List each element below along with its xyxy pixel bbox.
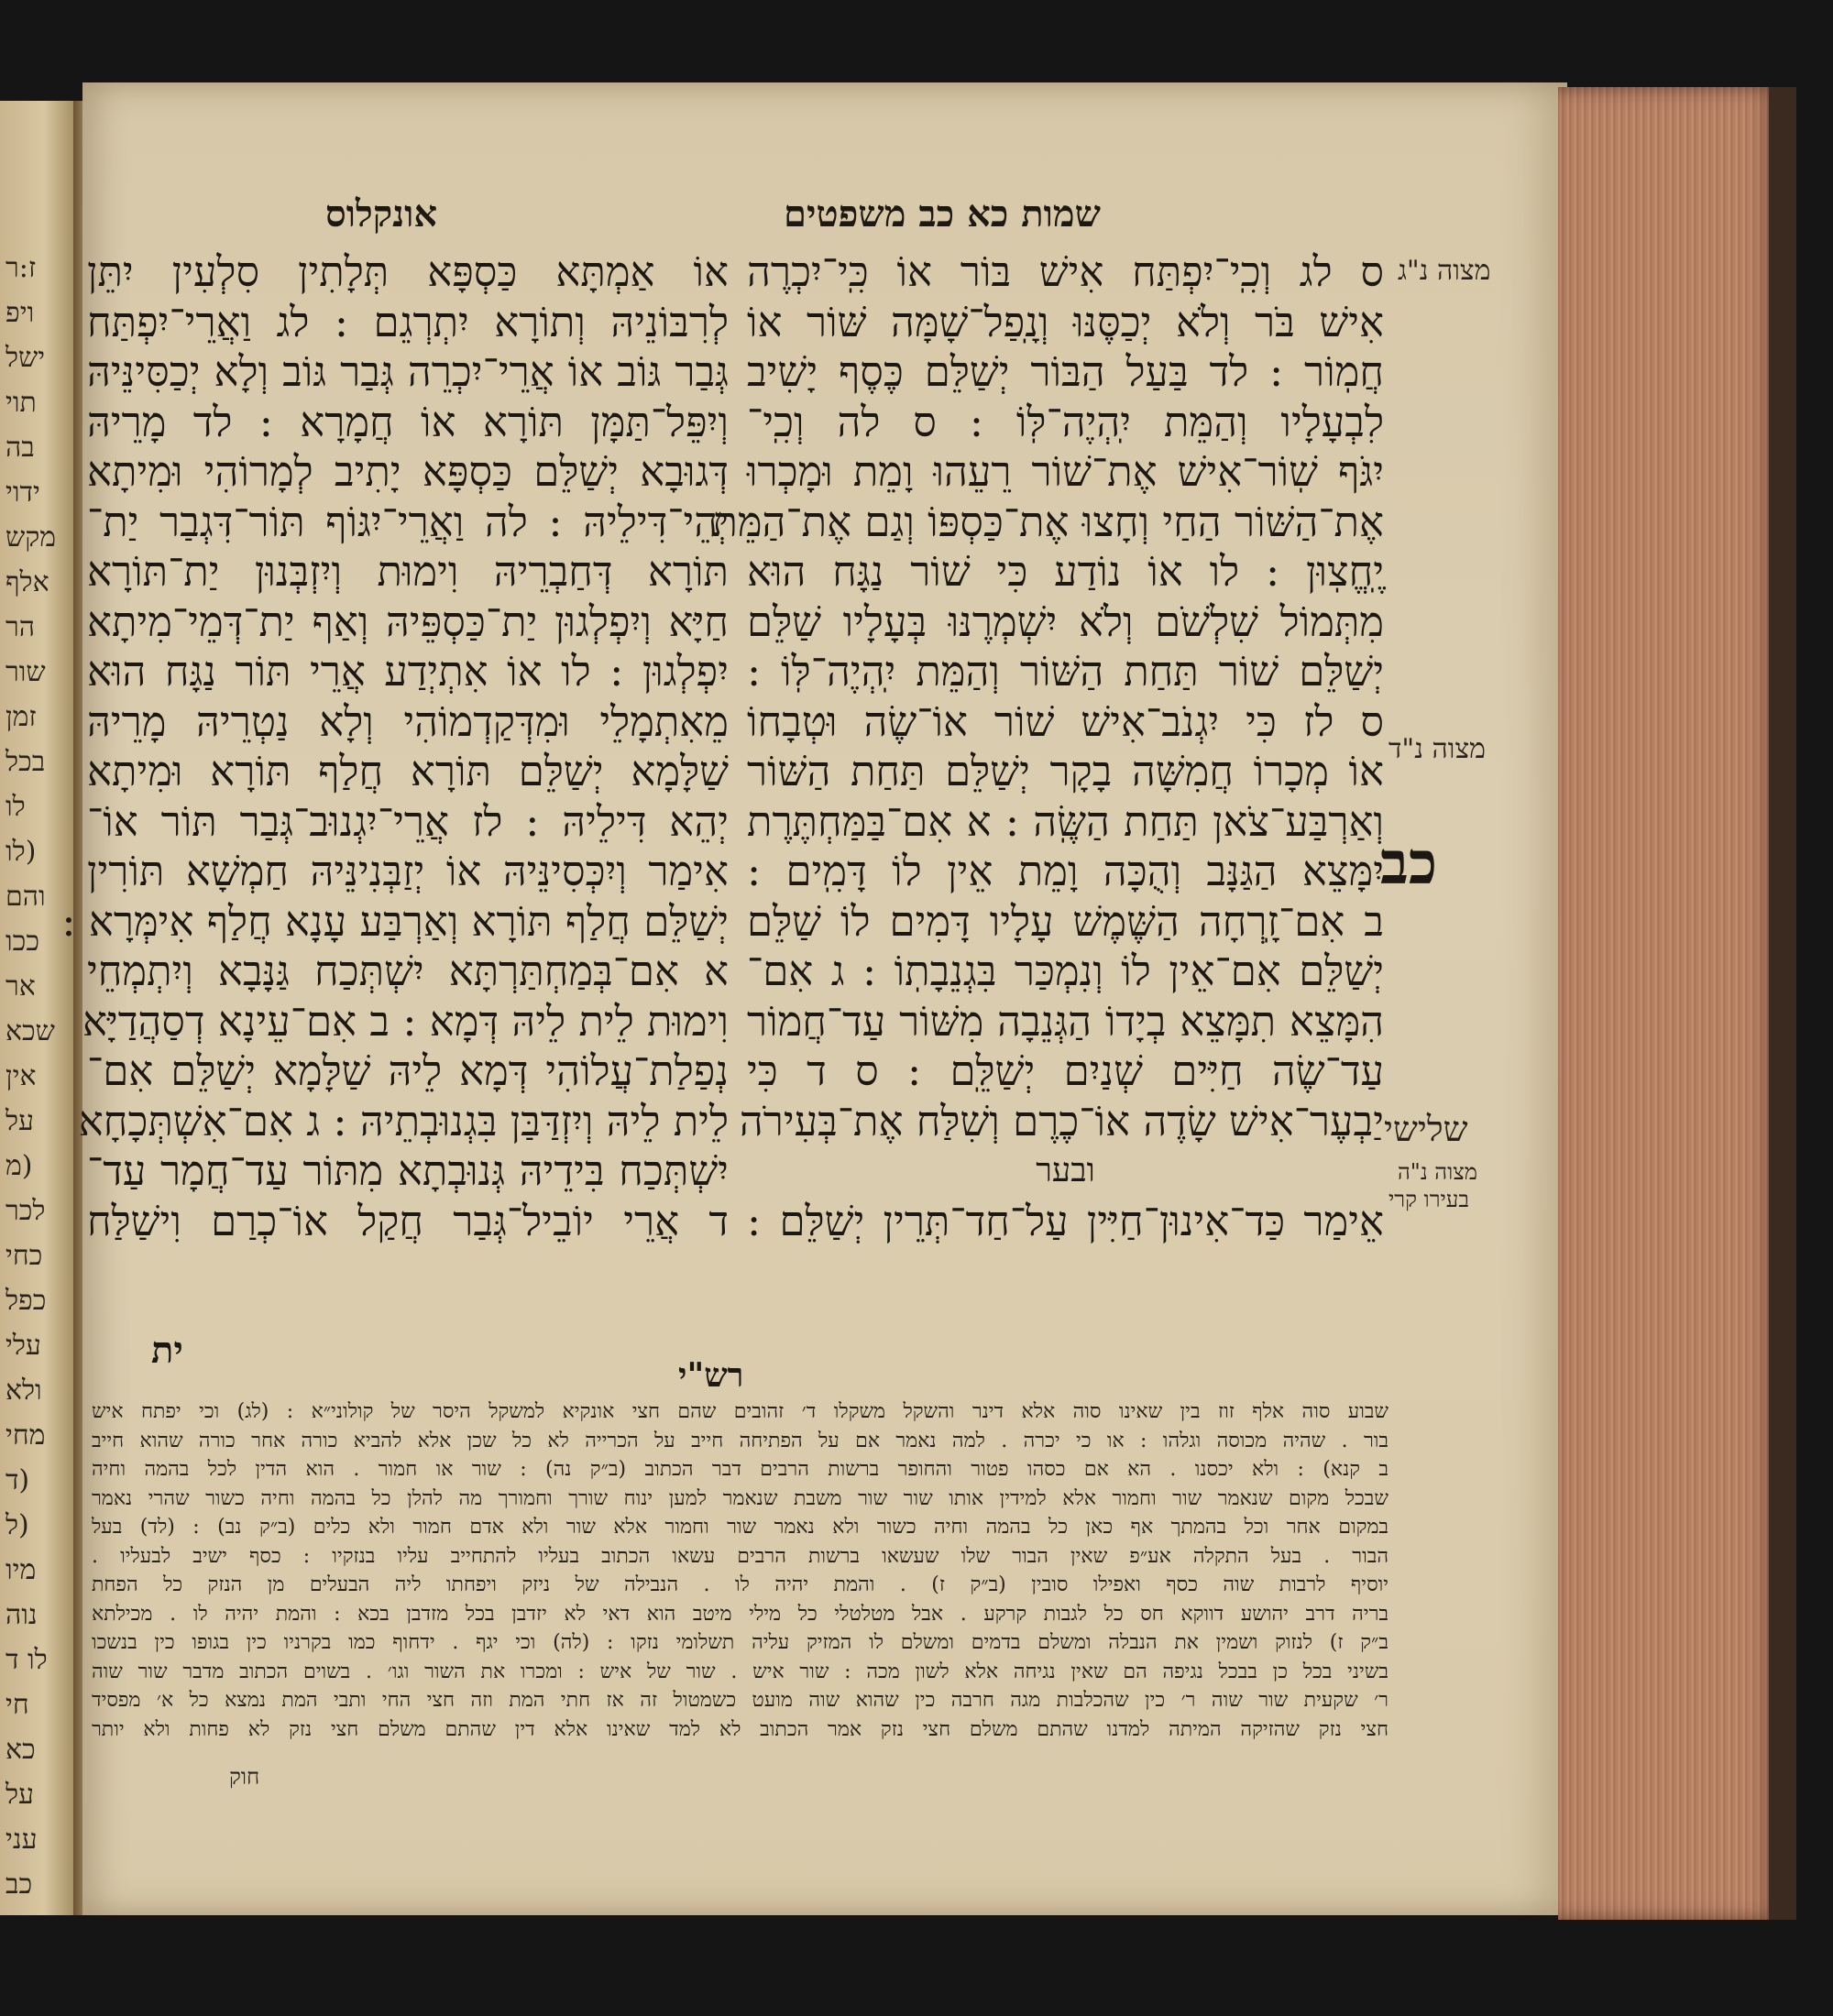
- rashiCol-line: ב קנא) : ולא יכסנו . הא אם כסהו פטור והחופר ברשות הרבים דבר הכתוב (ב״ק נה) : שור או חמור . הוא הדין לכל בהמה וחיה: [92, 1458, 1388, 1481]
- onkCol-line: יְהֵי־דִּילֵיהּ : לה וַאֲרֵי־יִגּוֹף תּוֹר־דִּגְבַר יַת־: [87, 497, 729, 546]
- torahCol-line: יִמָּצֵא הַגַּנָּב וְהֻכָּה וָמֵת אֵין לוֹ דָּמִֽים :: [747, 847, 1384, 895]
- left-page-fragment: ז:ר: [5, 252, 37, 284]
- margin-note-mitzvah-1: מצוה נ"ג: [1398, 255, 1491, 287]
- margin-note-shlishi: שלישי: [1384, 1109, 1468, 1149]
- rashiCol-line: ר׳ שקעית שור שוה ר׳ כין שהכלבות מגה חרבה כין שהוא שוה מועט כשמטול זה אז חתי המת וזה חצי החי ותבי המת נמצא כל א׳ מפסיד: [92, 1689, 1388, 1712]
- left-page-fragment: לכר: [5, 1195, 46, 1227]
- left-page-fragment: והם: [5, 881, 46, 913]
- onkelos-catchword: ית: [151, 1329, 183, 1372]
- torahCol-line: אוֹ מְכָרוֹ חֲמִשָּׁה בָקָר יְשַׁלֵּם תַּחַת הַשּׁוֹר: [747, 747, 1384, 795]
- chapter-mark: כב: [1380, 829, 1438, 898]
- left-page-fragment: לו: [5, 791, 26, 823]
- onkCol-line: יִשְׁתְּכַח בִּידֵיהּ גְּנוּבְתָא מִתּוֹר עַד־חֲמָר עַד־: [87, 1146, 729, 1195]
- left-page-fragment: חי: [5, 1689, 29, 1721]
- torahCol-line: יְשַׁלֵּם אִם־אֵין לוֹ וְנִמְכַּר בִּגְנֵבָתֽוֹ : ג אִם־: [747, 947, 1384, 995]
- torahCol-line: ס לג וְכִֽי־יִפְתַּח אִישׁ בּוֹר אוֹ כִּֽי־יִכְרֶה: [747, 247, 1384, 296]
- left-page-fragment: מקש: [5, 521, 57, 553]
- left-page-fragment: מיו: [5, 1554, 37, 1586]
- left-page-fragment: הר: [5, 611, 35, 643]
- onkCol-line: וְיִפֵּל־תַּמָּן תּוֹרָא אוֹ חֲמָרָא : לד מָרֵיהּ: [87, 397, 729, 446]
- torahCol-line: ב אִם־זָֽרְחָה הַשֶּׁמֶשׁ עָלָיו דָּמִים לוֹ שַׁלֵּם: [747, 896, 1384, 946]
- left-page-fragment: שור: [5, 656, 46, 688]
- rashiCol-line: הבור . בעל התקלה אע״פ שאין הבור שלו שעשאו ברשות הרבים עשאו הכתוב בעליו להתחייב עליו בנזקיו : כסף ישיב לבעליו .: [92, 1544, 1388, 1568]
- rashi-commentary: [92, 1397, 1388, 1744]
- torahCol-line: הִמָּצֵא תִמָּצֵא בְיָדוֹ הַגְּנֵבָה מִשּׁוֹר עַד־חֲמוֹר: [747, 996, 1384, 1046]
- onkCol-line: שַׁלָּמָא יְשַׁלֵּם תּוֹרָא חֲלַף תּוֹרָא וּמִיתָא: [87, 747, 729, 795]
- left-page-fragment: (ד: [5, 1464, 30, 1496]
- torahCol-line: וְאַרְבַּע־צֹאן תַּחַת הַשֶּֽׂה : א אִם־בַּמַּחְתֶּרֶת: [747, 796, 1384, 846]
- torahCol-line: אִישׁ בֹּר וְלֹא יְכַסֶּנּוּ וְנָֽפַל־שָׁמָּה שּׁוֹר אוֹ: [747, 297, 1384, 346]
- rashiCol-line: במקום אחר וכל בהמתך אף כאן כל בהמה וחיה כשור ולא נאמר שור וחמור אלא שור ולא אדם חמור ולא כלים (ב״ק נב) : (לד) בעל: [92, 1516, 1388, 1539]
- rashiCol-line: בשיני בכל כן בבכל נגיפה הם שאין נגיחה אלא לשון מכה : שור איש . שור של איש : ומכרו את השור וגו׳ . בשוים הכתוב מדבר שור שוה: [92, 1660, 1388, 1683]
- rashi-title: רש"י: [678, 1356, 744, 1395]
- left-page-fragment: אלף: [5, 566, 49, 598]
- left-page-fragment: אר: [5, 970, 36, 1003]
- onkCol-line: חַיָּא וְיִפְלְגוּן יַת־כַּסְפֵּיהּ וְאַף יַת־דְּמֵי־מִיתָא: [87, 597, 729, 646]
- rashiCol-line: יוסיף לרבות שוה כסף ואפילו סובין (ב״ק ז) . והמת יהיה לו . הנבילה של ניזק ויפחתו ליה הבעלים מן הנזק כל הפחת: [92, 1573, 1388, 1596]
- header-right-title: שמות כא כב משפטים: [784, 192, 1101, 236]
- left-page-fragment: שכא: [5, 1015, 55, 1047]
- left-page-fragment: (מ: [5, 1150, 33, 1182]
- torahCol-line: לִבְעָלָיו וְהַמֵּת יִֽהְיֶה־לּֽוֹ : ס לה וְכִֽי־: [747, 397, 1384, 446]
- header-left-title: אונקלוס: [325, 192, 438, 236]
- onkCol-line: יְשַׁלֵּם חֲלַף תּוֹרָא וְאַרְבַּע עָנָא חֲלַף אִימְּרָא :: [61, 896, 729, 946]
- left-page-fragment: כב: [5, 1868, 33, 1901]
- margin-note-mitzvah-3b: בעירו קרי: [1388, 1187, 1469, 1212]
- torah-column: [712, 247, 1384, 1246]
- rashiCol-line: חצי נזק שהזיקה המיתה למדנו שהתם משלם חצי נזק אמר הכתוב לא למד שאינו אלא דין שהתם משלם חצי נזק לא פחות ולא יותר: [92, 1717, 1388, 1741]
- onkCol-line: מֵאִתְמָלֵי וּמִדְּקַדְמוֹהִי וְלָא נַטְרֵיהּ מָרֵיהּ: [87, 696, 729, 746]
- margin-note-mitzvah-3: מצוה נ"ה: [1398, 1159, 1478, 1185]
- onkCol-line: לֵית לֵיהּ וְיִזְדַּבַּן בִּגְנוּבְתֵיהּ : ג אִם־אִשְׁתְּכָחָא: [78, 1096, 729, 1145]
- margin-note-mitzvah-2: מצוה נ"ד: [1388, 733, 1486, 765]
- left-page-fragment: ויפ: [5, 297, 35, 329]
- left-page-fragment: בה: [5, 432, 35, 464]
- rashiCol-line: שבוע סוה אלף זוז בין שאינו סוה אלא דינר והשקל משקלו ד׳ זהובים שהם חצי אונקיא למשקל היסר של קולוני״א : (לג) וכי יפתח איש: [92, 1400, 1388, 1423]
- left-page-fragment: ולא: [5, 1375, 42, 1407]
- torahCol-line: אֶת־הַשּׁוֹר הַחַי וְחָצוּ אֶת־כַּסְפּוֹ וְגַם אֶת־הַמֵּת: [712, 497, 1384, 546]
- rashi-catchword: חוק: [229, 1764, 260, 1790]
- left-page-fragment: עני: [5, 1824, 38, 1856]
- left-page-fragment: כפל: [5, 1285, 47, 1317]
- left-page-fragment: לו ד: [5, 1644, 48, 1676]
- torahCol-line: יְשַׁלֵּם שׁוֹר תַּחַת הַשּׁוֹר וְהַמֵּת יִֽהְיֶה־לּֽוֹ :: [747, 647, 1384, 696]
- left-page-fragment: על: [5, 1779, 35, 1811]
- torahCol-line: חֲמֽוֹר : לד בַּעַל הַבּוֹר יְשַׁלֵּם כֶּסֶף יָשִׁיב: [747, 347, 1384, 396]
- left-page-fragment: עלי: [5, 1330, 41, 1362]
- onkCol-line: א אִם־בְּמַחְתַּרְתָּא יִשְׁתְּכַח גַּנָּבָא וְיִתְמְחֵי: [87, 947, 729, 995]
- rashiCol-line: שבכל מקום שנאמר שור וחמור אלא למידין אותו שור שור משבת שנאמר למען ינוח שורך וחמורך מה להלן כל בהמה וחיה כשור שהרי נאמר: [92, 1486, 1388, 1510]
- left-page-fragment: אין: [5, 1060, 37, 1092]
- left-page-fragment: תוי: [5, 387, 37, 419]
- onkCol-line: תּוֹרָא דְּחַבְרֵיהּ וִימוּת וְיִזְבְּנוּן יַת־תּוֹרָא: [87, 547, 729, 596]
- left-page-fragment: (לו: [5, 836, 37, 868]
- left-page-fragment: על: [5, 1105, 35, 1137]
- onkCol-line: לְרִבּוֹנֵיהּ וְתוֹרָא יִתְרְגֵם : לג וַאֲרֵי־יִפְתַּח: [87, 297, 729, 346]
- torahCol-line: ס לז כִּי יִגְנֹב־אִישׁ שׁוֹר אוֹ־שֶׂה וּטְבָחוֹ: [747, 696, 1384, 746]
- left-page-fragment: זמן: [5, 701, 37, 733]
- left-page-fragment: נוה: [5, 1599, 38, 1631]
- torahCol-line: יַבְעֶר־אִישׁ שָׂדֶה אוֹ־כֶרֶם וְשִׁלַּח אֶת־בְּעִירֹה: [739, 1096, 1384, 1145]
- left-page-fragment: כא: [5, 1734, 36, 1766]
- page-edges: [1558, 87, 1778, 1920]
- onkCol-line: יְהֵא דִּילֵיהּ : לז אֲרֵי־יִגְנוּב־גְּבַר תּוֹר אוֹ־: [87, 796, 729, 846]
- onkCol-line: יִפְלְגוּן : לו אוֹ אִתְיְדַע אֲרֵי תּוֹר נַגָּח הוּא: [87, 647, 729, 696]
- rashiCol-line: בריה דרב יהושע דווקא חס כל לגבות קרקע . אבל מטלטלי כל מילי מיטב הוא דאי לא יזדבן בכל מזדבן בכא : והמת יהיה לו . מכילתא: [92, 1602, 1388, 1626]
- rashiCol-line: בור . שהיה מכוסה וגלהו : או כי יכרה . למה נאמר אם על הפתיחה חייב על הכרייה לא כל שכן אלא להביא כורה אחר כורה שהוא חייב: [92, 1429, 1388, 1452]
- left-page-fragment: ככו: [5, 926, 40, 958]
- left-page-fragment: בכל: [5, 746, 46, 778]
- onkCol-line: אוֹ אַמְתָּא כַּסְפָּא תְּלָתִין סִלְעִין יִתֵּן: [87, 247, 729, 296]
- onkCol-line: אִימַר וְיִכְּסִינֵּיהּ אוֹ יְזַבְּנִינֵּיהּ חַמְשָׁא תּוֹרִין: [87, 847, 729, 895]
- onkCol-line: דְּגוּבָא יְשַׁלֵּם כַּסְפָּא יָתִיב לְמָרוֹהִי וּמִיתָא: [87, 447, 729, 496]
- left-page-fragment: (ל: [5, 1509, 29, 1541]
- left-page-fragment: כחי: [5, 1240, 43, 1272]
- torahCol-line: אֵימַר כַּד־אִינוּן־חַיִּין עַל־חַד־תְּרֵין יְשַׁלֵּם :: [747, 1196, 1384, 1245]
- onkCol-line: גְּבַר גּוֹב אוֹ אֲרֵי־יִכְרֵה גְּבַר גּוֹב וְלָא יְכַסִּינֵּיהּ: [87, 347, 729, 396]
- rashiCol-line: ב״ק ז) לנזוק ושמין את הנבלה ומשלם בדמים ומשלם לו המזיק עליה תשלומי נזקו : (לה) וכי יגף . ידחוף כמו בקרניו כין בגופו כין בנשכו: [92, 1631, 1388, 1654]
- onkCol-line: ד אֲרֵי יוֹבֵיל־גְּבַר חֲקַל אוֹ־כְרַם וִישַׁלַּח: [87, 1196, 729, 1245]
- onkelos-column: [61, 247, 729, 1246]
- torahCol-line: עַד־שֶׂה חַיִּים שְׁנַיִם יְשַׁלֵּֽם : ס ד כִּי: [747, 1046, 1384, 1095]
- torahCol-line: מִתְּמוֹל שִׁלְשֹׁם וְלֹא יִשְׁמְרֶנּוּ בְּעָלָיו שַׁלֵּם: [747, 597, 1384, 646]
- torahCol-line: יֶֽחֱצֽוּן : לו אוֹ נוֹדַע כִּי שׁוֹר נַגָּח הוּא: [747, 547, 1384, 596]
- left-page-fragment: מחי: [5, 1419, 46, 1452]
- left-page-fragment: ידוי: [5, 477, 40, 509]
- torahCol-line: ובער: [1036, 1152, 1095, 1189]
- onkCol-line: נְפַלַת־עֲלוֹהִי דְּמָא לֵיהּ שַׁלָּמָא יְשַׁלֵּם אִם־: [87, 1046, 729, 1095]
- torahCol-line: יִגֹּף שֽׁוֹר־אִישׁ אֶת־שׁוֹר רֵעֵהוּ וָמֵת וּמָכְרוּ: [747, 447, 1384, 496]
- left-page-fragment: ישל: [5, 342, 46, 374]
- left-page-edge: [0, 101, 73, 1915]
- onkCol-line: וִימוּת לֵית לֵיהּ דְּמָא : ב אִם־עֵינָא דְסַהֲדַיָּא: [82, 996, 729, 1046]
